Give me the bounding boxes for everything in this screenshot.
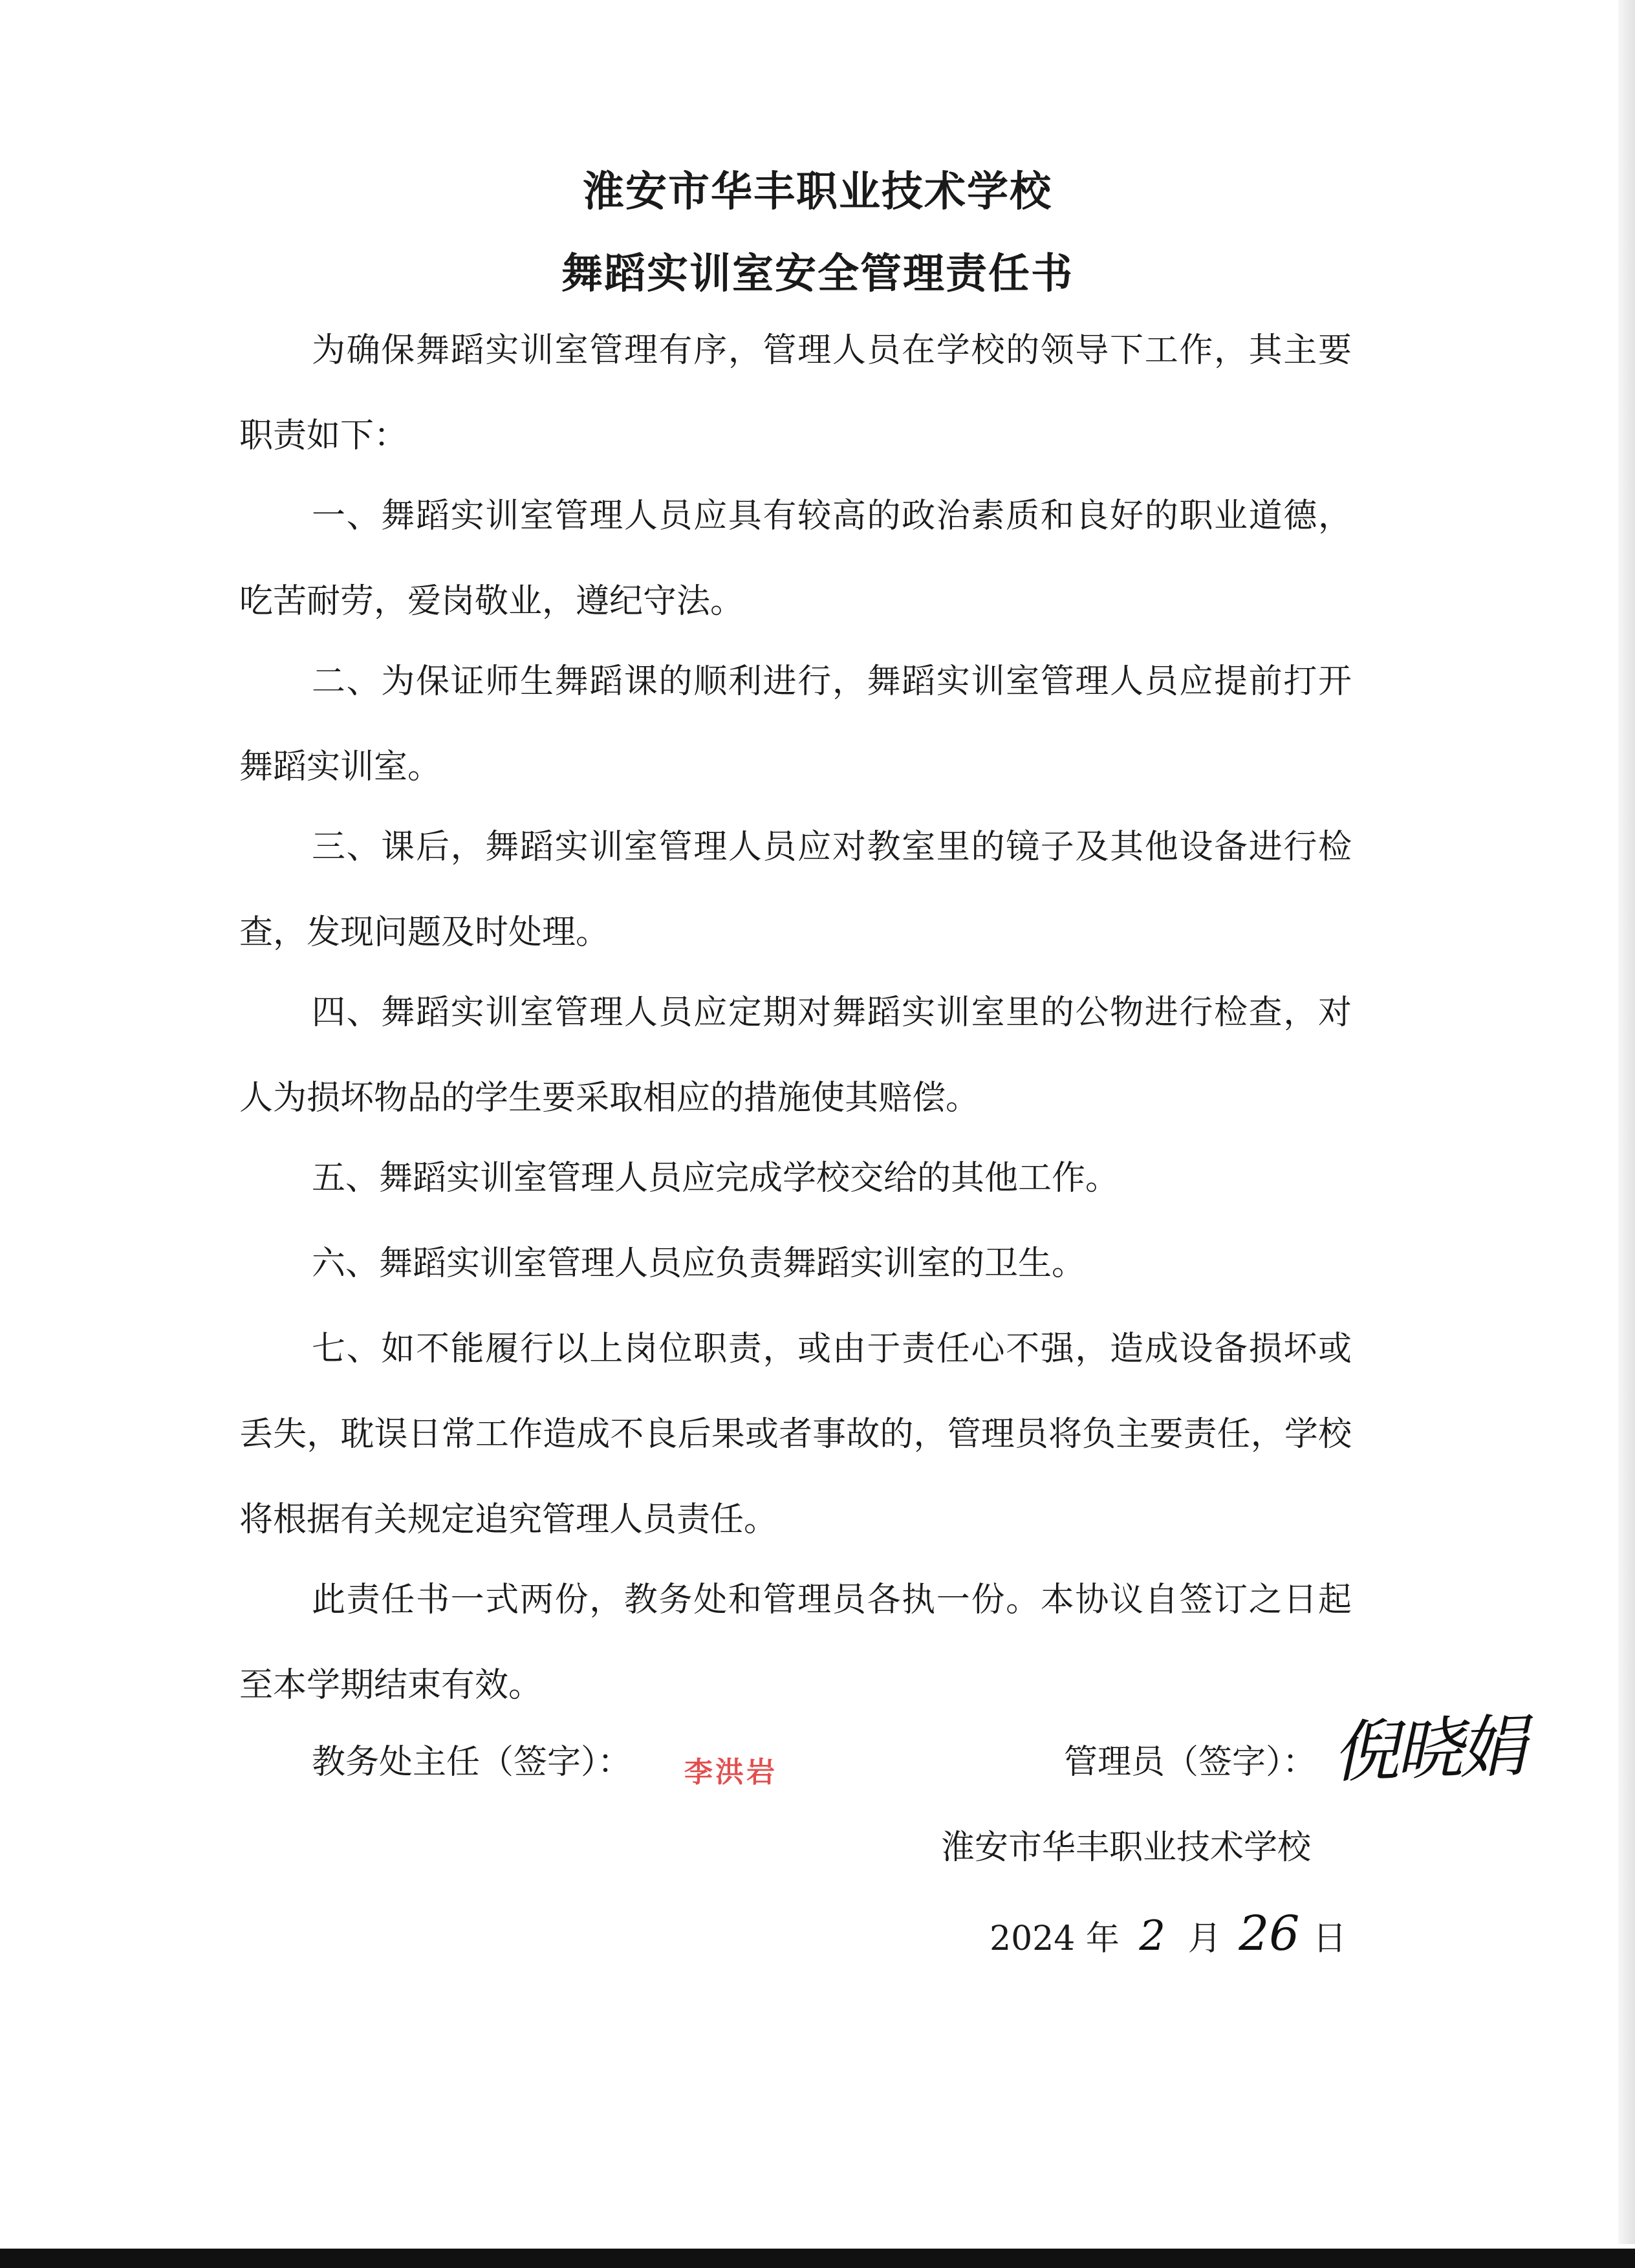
admin-sign-label: 管理员（签字）： (1064, 1743, 1317, 1782)
clause-4: 四、舞蹈实训室管理人员应定期对舞蹈实训室里的公物进行检查，对人为损坏物品的学生要采取相应的措施使其赔偿。 (239, 993, 1352, 1118)
date-day-handwritten: 26 (1239, 1906, 1300, 1961)
clause-6: 六、舞蹈实训室管理人员应负责舞蹈实训室的卫生。 (312, 1244, 1086, 1283)
scan-edge-right (1618, 0, 1635, 2244)
clause-3: 三、课后，舞蹈实训室管理人员应对教室里的镜子及其他设备进行检查，发现问题及时处理。 (239, 828, 1352, 952)
validity-paragraph: 此责任书一式两份，教务处和管理员各执一份。本协议自签订之日起至本学期结束有效。 (239, 1581, 1352, 1705)
footer-date (990, 1906, 1347, 1961)
admin-handwritten-signature: 倪晓娟 (1330, 1706, 1524, 1793)
school-title: 淮安市华丰职业技术学校 (583, 168, 1052, 216)
director-signature-stamp: 李洪岩 (684, 1756, 777, 1789)
clause-5: 五、舞蹈实训室管理人员应完成学校交给的其他工作。 (312, 1159, 1120, 1198)
footer-organization: 淮安市华丰职业技术学校 (941, 1828, 1312, 1867)
date-day-unit: 日 (1312, 1919, 1347, 1958)
date-month-handwritten: 2 (1139, 1912, 1166, 1960)
date-year: 2024 (990, 1919, 1076, 1958)
clause-1: 一、舞蹈实训室管理人员应具有较高的政治素质和良好的职业道德，吃苦耐劳，爱岗敬业，遵纪守法。 (239, 497, 1352, 621)
date-year-unit: 年 (1085, 1919, 1120, 1958)
date-month-unit: 月 (1187, 1919, 1222, 1958)
clause-7: 七、如不能履行以上岗位职责，或由于责任心不强，造成设备损坏或丢失，耽误日常工作造成不良后果或者事故的，管理员将负主要责任，学校将根据有关规定追究管理人员责任。 (239, 1330, 1352, 1539)
document-title: 舞蹈实训室安全管理责任书 (561, 250, 1074, 298)
director-sign-label: 教务处主任（签字）： (312, 1743, 632, 1782)
intro-paragraph: 为确保舞蹈实训室管理有序，管理人员在学校的领导下工作，其主要职责如下： (239, 331, 1352, 455)
clause-2: 二、为保证师生舞蹈课的顺利进行，舞蹈实训室管理人员应提前打开舞蹈实训室。 (239, 662, 1352, 786)
scan-edge-bottom (0, 2249, 1635, 2268)
